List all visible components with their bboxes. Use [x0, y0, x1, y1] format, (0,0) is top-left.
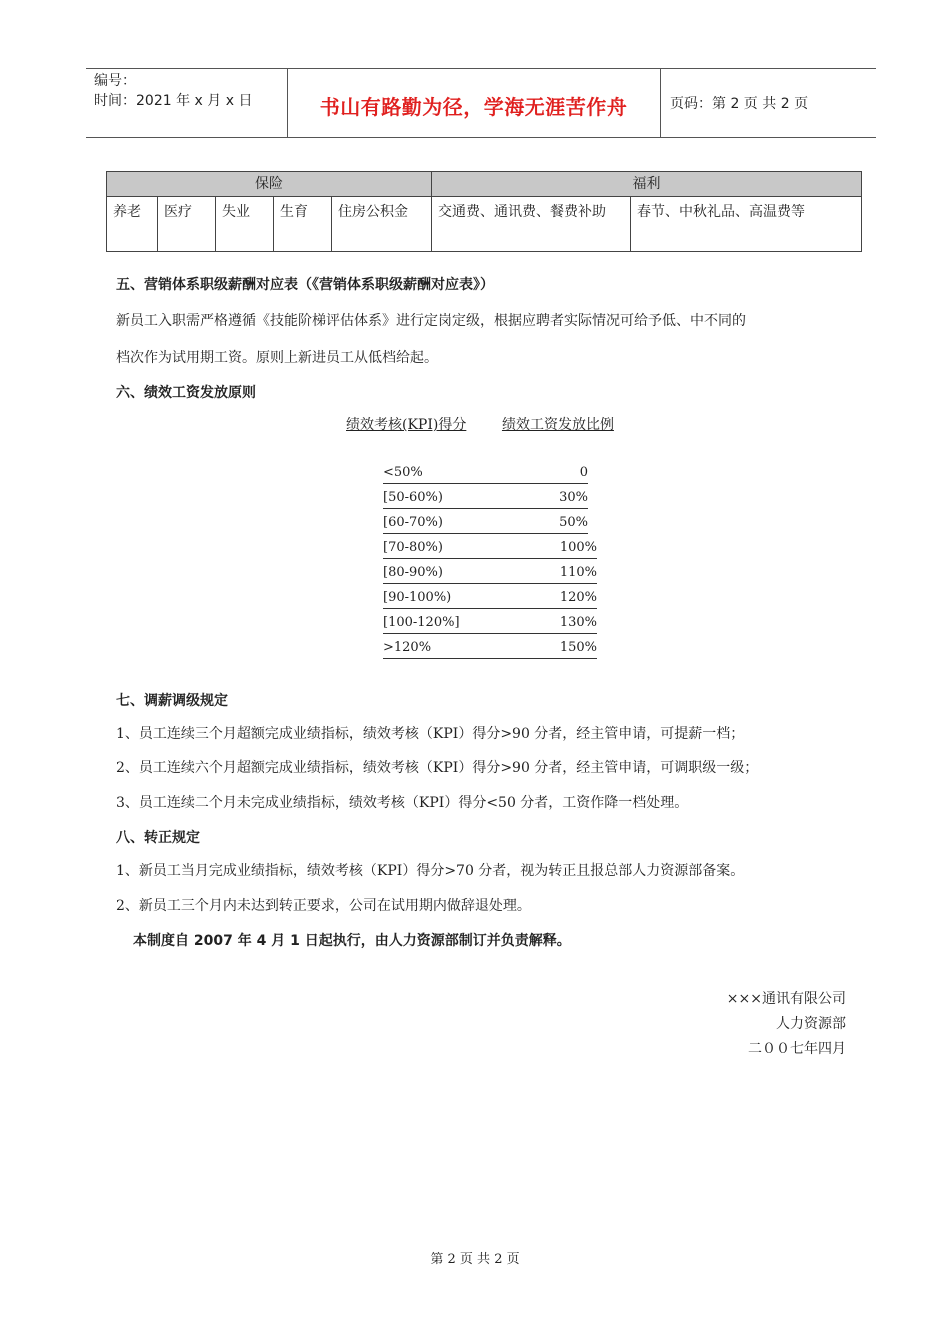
section-title: 五、营销体系职级薪酬对应表（《营销体系职级薪酬对应表》） [116, 277, 494, 293]
kpi-row [383, 515, 588, 534]
kpi-percent: 120% [559, 590, 597, 605]
kpi-row [383, 615, 597, 634]
signature-dept: 人力资源部 [776, 1016, 846, 1032]
kpi-row [383, 465, 588, 484]
kpi-row [383, 590, 597, 609]
kpi-row [383, 490, 588, 509]
kpi-row [383, 640, 597, 659]
benefit-table [106, 171, 862, 252]
section-title: 八、转正规定 [116, 830, 200, 846]
page-footer: 第 2 页 共 2 页 [430, 1252, 520, 1267]
table-cell: 住房公积金 [332, 197, 432, 252]
kpi-range: [60-70%) [383, 515, 443, 530]
header-motto: 书山有路勤为径，学海无涯苦作舟 [319, 95, 628, 119]
kpi-range: [50-60%) [383, 490, 443, 505]
kpi-range: [70-80%) [383, 540, 443, 555]
insurance-header: 保险 [107, 172, 432, 197]
section-title: 六、绩效工资发放原则 [116, 385, 256, 401]
kpi-percent: 150% [559, 640, 597, 655]
table-cell: 医疗 [158, 197, 216, 252]
header-page-info: 页码：第 2 页 共 2 页 [670, 96, 809, 112]
welfare-header: 福利 [432, 172, 862, 197]
header-divider [660, 69, 661, 137]
kpi-percent: 130% [559, 615, 597, 630]
kpi-table-header [346, 414, 614, 434]
kpi-range: >120% [383, 640, 432, 655]
header-meta [94, 71, 252, 111]
list-item: 2、新员工三个月内未达到转正要求，公司在试用期内做辞退处理。 [116, 898, 531, 914]
table-cell: 生育 [274, 197, 332, 252]
kpi-range: <50% [383, 465, 423, 480]
kpi-percent: 0 [579, 465, 588, 480]
signature-company: ×××通讯有限公司 [726, 991, 846, 1007]
signature-date: 二００七年四月 [748, 1041, 846, 1057]
kpi-col-ratio: 绩效工资发放比例 [501, 417, 614, 433]
time-label: 时间：2021 年 x 月 x 日 [94, 93, 253, 109]
kpi-percent: 110% [559, 565, 597, 580]
table-cell: 交通费、通讯费、餐费补助 [432, 197, 631, 252]
list-item: 2、员工连续六个月超额完成业绩指标，绩效考核（KPI）得分>90 分者，经主管申请，可调职级一级； [116, 760, 759, 776]
list-item: 1、新员工当月完成业绩指标，绩效考核（KPI）得分>70 分者，视为转正且报总部人力资源部备案。 [116, 863, 745, 879]
table-cell: 失业 [216, 197, 274, 252]
kpi-percent: 50% [559, 515, 588, 530]
effective-note: 本制度自 2007 年 4 月 1 日起执行，由人力资源部制订并负责解释。 [133, 933, 571, 949]
page-header [86, 68, 876, 138]
paragraph: 档次作为试用期工资。原则上新进员工从低档给起。 [116, 350, 438, 366]
kpi-col-score: 绩效考核(KPI)得分 [346, 417, 467, 433]
kpi-percent: 100% [559, 540, 597, 555]
kpi-percent: 30% [559, 490, 588, 505]
kpi-range: [80-90%) [383, 565, 443, 580]
section-title: 七、调薪调级规定 [116, 693, 228, 709]
kpi-row [383, 540, 597, 559]
number-label: 编号： [94, 73, 136, 89]
kpi-row [383, 565, 597, 584]
table-cell: 养老 [107, 197, 158, 252]
paragraph: 新员工入职需严格遵循《技能阶梯评估体系》进行定岗定级，根据应聘者实际情况可给予低、中不同的 [116, 313, 746, 329]
list-item: 1、员工连续三个月超额完成业绩指标，绩效考核（KPI）得分>90 分者，经主管申请，可提薪一档； [116, 726, 745, 742]
table-cell: 春节、中秋礼品、高温费等 [631, 197, 862, 252]
list-item: 3、员工连续二个月未完成业绩指标，绩效考核（KPI）得分<50 分者，工资作降一档处理。 [116, 795, 689, 811]
kpi-range: [100-120%] [383, 615, 460, 630]
kpi-range: [90-100%) [383, 590, 452, 605]
